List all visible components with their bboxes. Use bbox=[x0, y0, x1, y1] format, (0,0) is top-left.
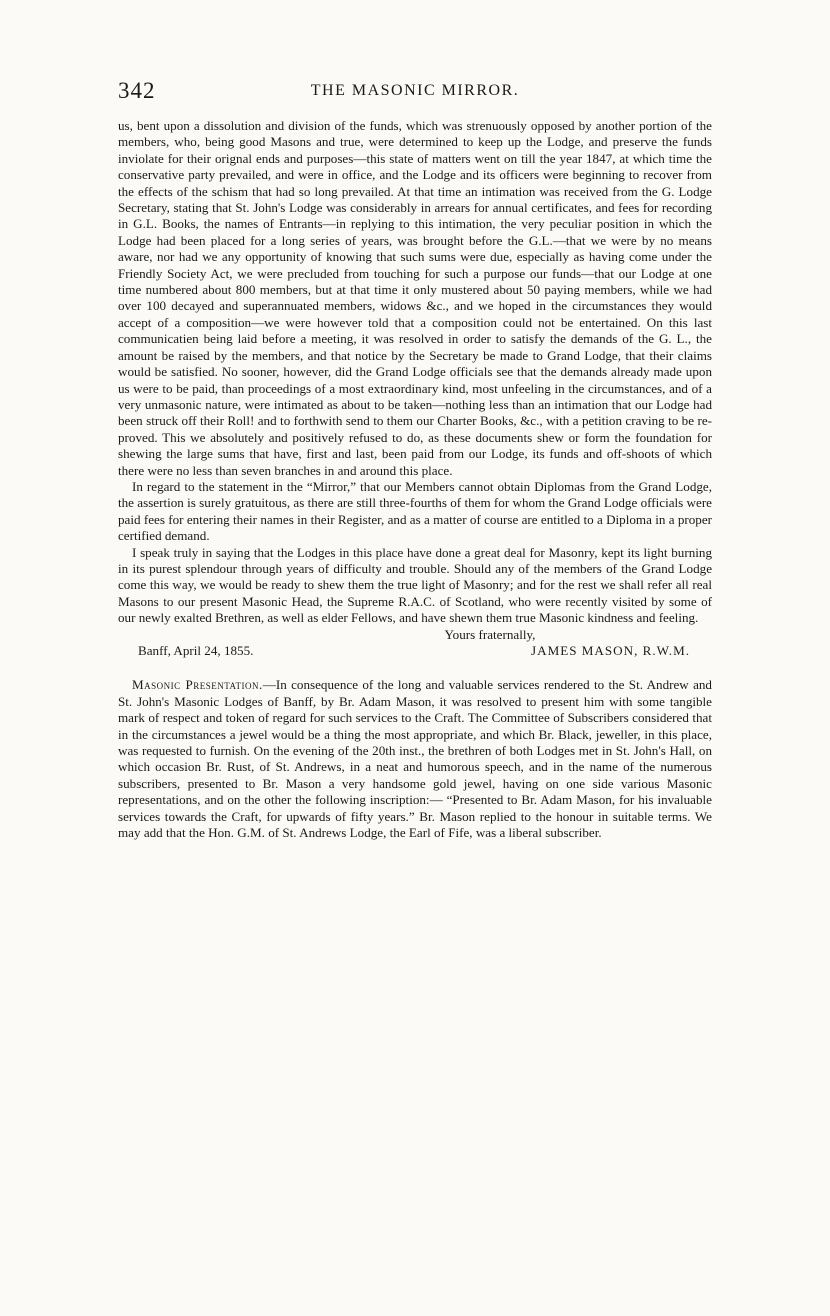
letter-dateline: Banff, April 24, 1855. bbox=[138, 643, 254, 658]
section-gap bbox=[118, 659, 712, 677]
letter-signoff bbox=[118, 643, 712, 659]
letter-closing: Yours fraternally, bbox=[444, 626, 536, 642]
letter-paragraph-2: In regard to the statement in the “Mirror,” that our Members cannot obtain Diplomas from the Grand Lodge, the assertion is surely gratuitous, as there are still three-fourths of them for whom the Grand Lodge officials were paid fees for entering their names in their Register, and as a matter of course are entitled to a Diploma in a proper certified demand. bbox=[118, 478, 712, 544]
letter-body bbox=[118, 118, 712, 627]
letter-paragraph-3: I speak truly in saying that the Lodges in this place have done a great deal for Masonry, kept its light burning in its purest splendour through years of difficulty and trouble. Should any of the members of the Grand Lodge come this way, we would be ready to shew them the true light of Masonry; and for the rest we shall refer all real Masons to our present Masonic Head, the Supreme R.A.C. of Scotland, who were recently visited by some of our newly exalted Brethren, as well as elder Fellows, and have shewn them true Masonic kindness and feeling. bbox=[118, 544, 712, 626]
letter-paragraph-1: us, bent upon a dissolution and division of the funds, which was strenuously opposed by another portion of the members, who, being good Masons and true, were determined to keep up the Lodge, and preserve the funds inviolate for their orignal ends and purposes—this state of matters went on till the year 1847, at which time the conservative party prevailed, and were in office, and the Lodge and its officers were beginning to recover from the effects of the schism that had so long prevailed. At that time an intimation was received from the G. Lodge Secretary, stating that St. John's Lodge was considerably in arrears for annual certificates, and fees for recording in G.L. Books, the names of Entrants—in replying to this intimation, the very peculiar position in which the Lodge had been placed for a long series of years, was brought before the G.L.—that we were by no means aware, nor had we any opportunity of knowing that such sums were due, especially as having come under the Friendly Society Act, we were precluded from touching for such a purpose our funds—that our Lodge at one time numbered about 800 members, but at that time it only mustered about 50 paying members, while we had over 100 decayed and superannuated members, widows &c., and we hoped in the circumstances they would accept of a composition—we were however told that a composition could not be entertained. On this last communicatien being laid before a meeting, it was resolved in order to satisfy the demands of the G. L., the amount be raised by the members, and that notice by the Secretary be made to Grand Lodge, that their claims would be satisfied. No sooner, however, did the Grand Lodge officials see that the demands already made upon us were to be paid, than proceedings of a most extraordinary kind, most unfeeling in the circumstances, and of a very unmasonic nature, were intimated as about to be taken—nothing less than an intimation that our Lodge had been struck off their Roll! and to forthwith send to them our Charter Books, &c., with a petition craving to be re-proved. This we absolutely and positively refused to do, as these documents shew or form the foundation for shewing the large sums that have, first and last, been paid from our Lodge, its funds and off-shoots of which there were no less than seven branches in and around this place. bbox=[118, 118, 712, 478]
page-number: 342 bbox=[118, 78, 156, 103]
page-header bbox=[118, 78, 712, 112]
presentation-heading: Masonic Presentation. bbox=[132, 677, 263, 693]
presentation-paragraph bbox=[118, 677, 712, 841]
presentation-text: —In consequence of the long and valuable services rendered to the St. Andrew and St. John's Masonic Lodges of Banff, by Br. Adam Mason, it was resolved to present him with some tangible mark of respect and token of regard for such services to the Craft. The Committee of Subscribers considered that in the circumstances a jewel would be a thing the most appropriate, and which Br. Black, jeweller, in this place, was requested to furnish. On the evening of the 20th inst., the brethren of both Lodges met in St. John's Hall, on which occasion Br. Rust, of St. Andrews, in a neat and humorous speech, and in the name of the numerous subscribers, presented to Br. Mason a very handsome gold jewel, having on one side various Masonic representations, and on the other the following inscription:— “Presented to Br. Adam Mason, for his invaluable services towards the Craft, for upwards of fifty years.” Br. Mason replied to the honour in suitable terms. We may add that the Hon. G.M. of St. Andrews Lodge, the Earl of Fife, was a liberal subscriber. bbox=[118, 677, 712, 841]
presentation-article bbox=[118, 677, 712, 841]
running-title: THE MASONIC MIRROR. bbox=[310, 82, 520, 99]
letter-signature: JAMES MASON, R.W.M. bbox=[531, 643, 690, 658]
